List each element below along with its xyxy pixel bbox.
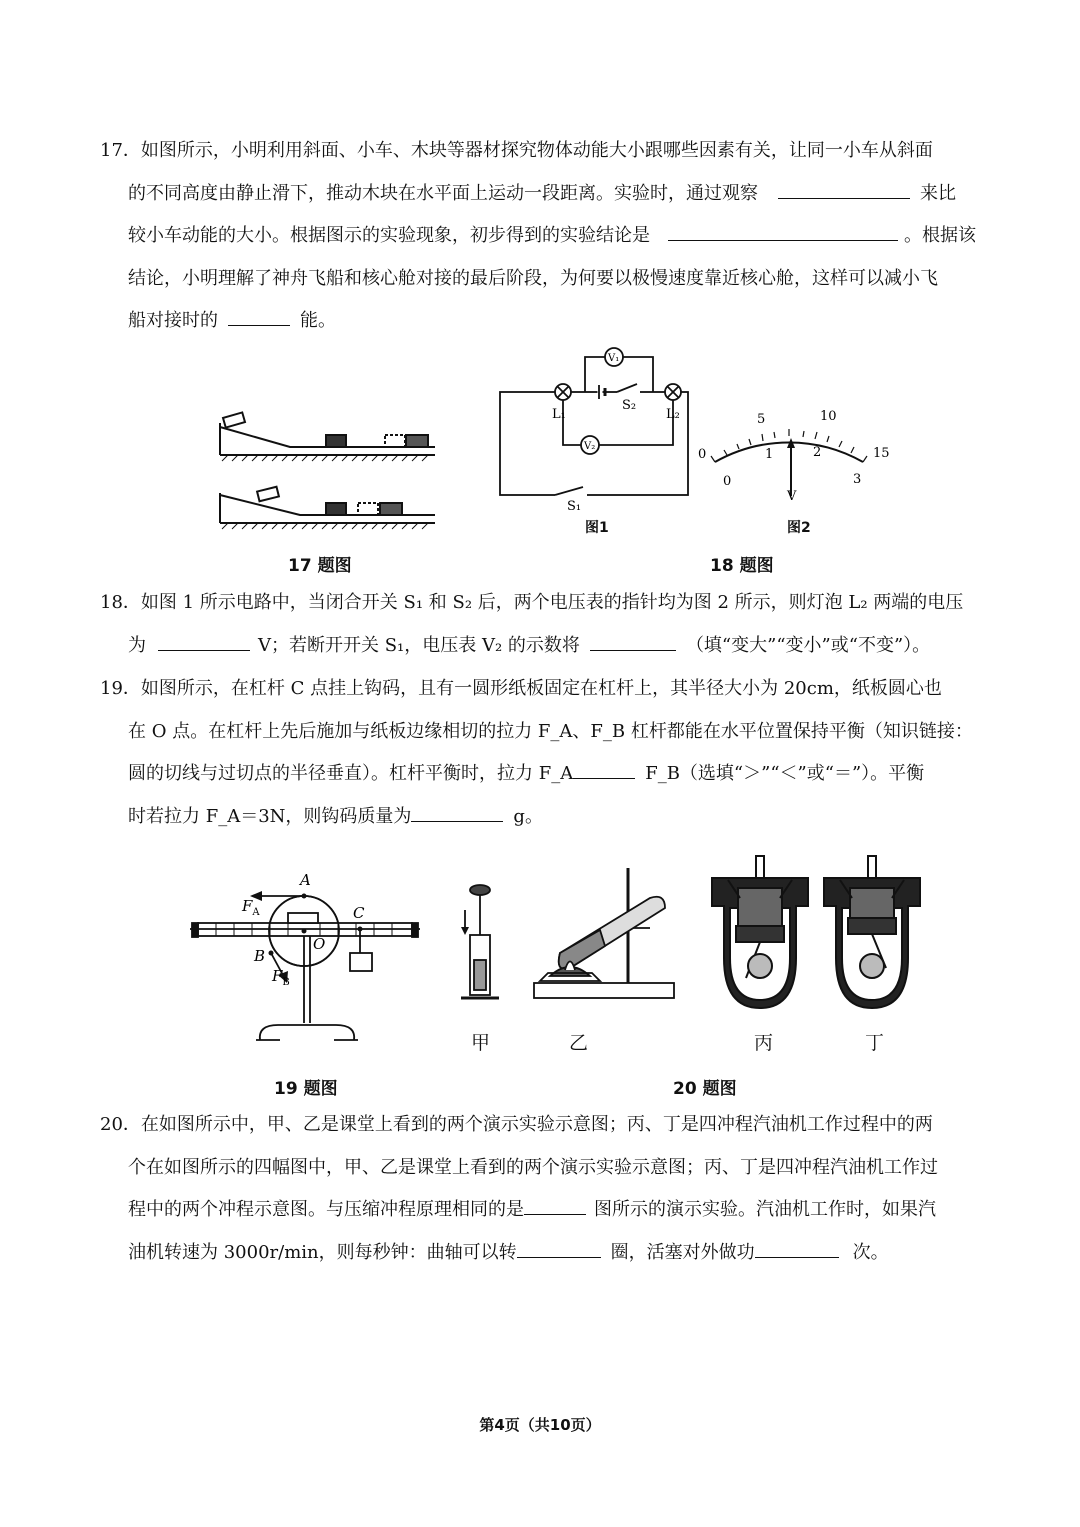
dial-bottom-3: 3 — [853, 472, 862, 487]
q17-blank-2[interactable] — [668, 218, 898, 241]
fig18-1-caption: 图1 — [585, 520, 609, 536]
fig18-caption: 18 题图 — [710, 556, 774, 576]
l2-label: L₂ — [666, 407, 680, 422]
point-a-label: A — [300, 871, 311, 889]
dial-top-15: 15 — [873, 446, 890, 461]
q20-blank-2[interactable] — [517, 1235, 601, 1258]
q17-blank-1[interactable] — [778, 176, 910, 199]
q20-line-1: 20．在如图所示中，甲、乙是课堂上看到的两个演示实验示意图；丙、丁是四冲程汽油机工作过程中的两 — [100, 1114, 933, 1135]
fig19-caption: 19 题图 — [274, 1079, 338, 1099]
q17-line-2: 的不同高度由静止滑下，推动木块在水平面上运动一段距离。实验时，通过观察 来比 — [100, 173, 980, 216]
fig18-circuit-diagram — [495, 345, 695, 540]
fig20-label-jia: 甲 — [471, 1032, 491, 1054]
fig20-ding-engine — [820, 848, 924, 1013]
question-20 — [100, 1104, 980, 1274]
q20-line-2: 个在如图所示的四幅图中，甲、乙是课堂上看到的两个演示实验示意图；丙、丁是四冲程汽油机工作过 — [128, 1156, 938, 1178]
fig20-label-ding: 丁 — [865, 1032, 885, 1054]
q19-line-2: 在 O 点。在杠杆上先后施加与纸板边缘相切的拉力 F_A、F_B 杠杆都能在水平位置保持平衡（知识链接： — [128, 720, 973, 742]
q17-blank-3[interactable] — [228, 303, 290, 326]
dial-bottom-2: 2 — [813, 445, 822, 460]
l1-label: L₁ — [552, 407, 566, 422]
force-fb-label: $F_B$ — [272, 967, 290, 988]
q20-line-3: 程中的两个冲程示意图。与压缩冲程原理相同的是 图所示的演示实验。汽油机工作时，如果汽 — [100, 1189, 980, 1232]
page-footer: 第4页（共10页） — [479, 1416, 601, 1434]
s1-label: S₁ — [567, 499, 582, 514]
fig19-lever-diagram — [188, 865, 428, 1050]
q18-line-2: 为 V；若断开开关 S₁，电压表 V₂ 的示数将 （填“变大”“变小”或“不变”）。 — [100, 625, 980, 668]
point-c-label: C — [353, 904, 365, 922]
q17-line-3: 较小车动能的大小。根据图示的实验现象，初步得到的实验结论是 。根据该 — [100, 215, 980, 258]
dial-bottom-1: 1 — [765, 447, 774, 462]
q20-blank-1[interactable] — [524, 1192, 586, 1215]
point-b-label: B — [254, 947, 266, 965]
q19-line-1: 19．如图所示，在杠杆 C 点挂上钩码，且有一圆形纸板固定在杠杆上，其半径大小为 20cm，纸板圆心也 — [100, 678, 942, 699]
fig17-caption: 17 题图 — [288, 556, 352, 576]
fig17-incline-diagram — [210, 405, 440, 535]
question-18 — [100, 582, 980, 667]
q17-line-4: 结论，小明理解了神舟飞船和核心舱对接的最后阶段，为何要以极慢速度靠近核心舱，这样可以减小飞 — [128, 267, 938, 289]
q20-blank-3[interactable] — [755, 1235, 839, 1258]
fig18-voltmeter-dial — [695, 400, 895, 510]
q19-blank-1[interactable] — [573, 756, 635, 779]
v1-label: V₁ — [608, 353, 620, 364]
q19-blank-2[interactable] — [411, 799, 503, 822]
s2-label: S₂ — [622, 398, 637, 413]
v2-label: V₂ — [584, 441, 596, 452]
q20-line-4: 油机转速为 3000r/min，则每秒钟：曲轴可以转 圈，活塞对外做功 次。 — [100, 1232, 980, 1275]
q18-blank-2[interactable] — [590, 628, 676, 651]
dial-top-0: 0 — [698, 447, 707, 462]
q19-line-3: 圆的切线与过切点的半径垂直）。杠杆平衡时，拉力 F_A F_B（选填“＞”“＜”或“＝”）。平衡 — [100, 753, 980, 796]
fig20-label-bing: 丙 — [754, 1032, 774, 1054]
fig20-label-yi: 乙 — [569, 1032, 589, 1054]
dial-needle-label: V — [787, 489, 797, 504]
q17-line-1: 17．如图所示，小明利用斜面、小车、木块等器材探究物体动能大小跟哪些因素有关，让同一小车从斜面 — [100, 140, 933, 161]
force-fa-label: $F_A$ — [242, 897, 260, 918]
fig20-yi-test-tube — [530, 858, 680, 1008]
q17-line-5: 船对接时的 能。 — [100, 300, 980, 343]
question-19 — [100, 668, 980, 838]
fig18-2-caption: 图2 — [787, 520, 811, 536]
dial-top-10: 10 — [820, 409, 837, 424]
q18-line-1: 18．如图 1 所示电路中，当闭合开关 S₁ 和 S₂ 后，两个电压表的指针均为图 2 所示，则灯泡 L₂ 两端的电压 — [100, 592, 964, 613]
dial-bottom-0: 0 — [723, 474, 732, 489]
fig20-jia-syringe — [455, 880, 505, 1005]
point-o-label: O — [313, 935, 326, 953]
fig20-caption: 20 题图 — [673, 1079, 737, 1099]
fig20-bing-engine — [708, 848, 812, 1013]
question-17 — [100, 130, 980, 343]
dial-top-5: 5 — [757, 412, 766, 427]
q19-line-4: 时若拉力 F_A＝3N，则钩码质量为 g。 — [100, 796, 980, 839]
q18-blank-1[interactable] — [158, 628, 250, 651]
